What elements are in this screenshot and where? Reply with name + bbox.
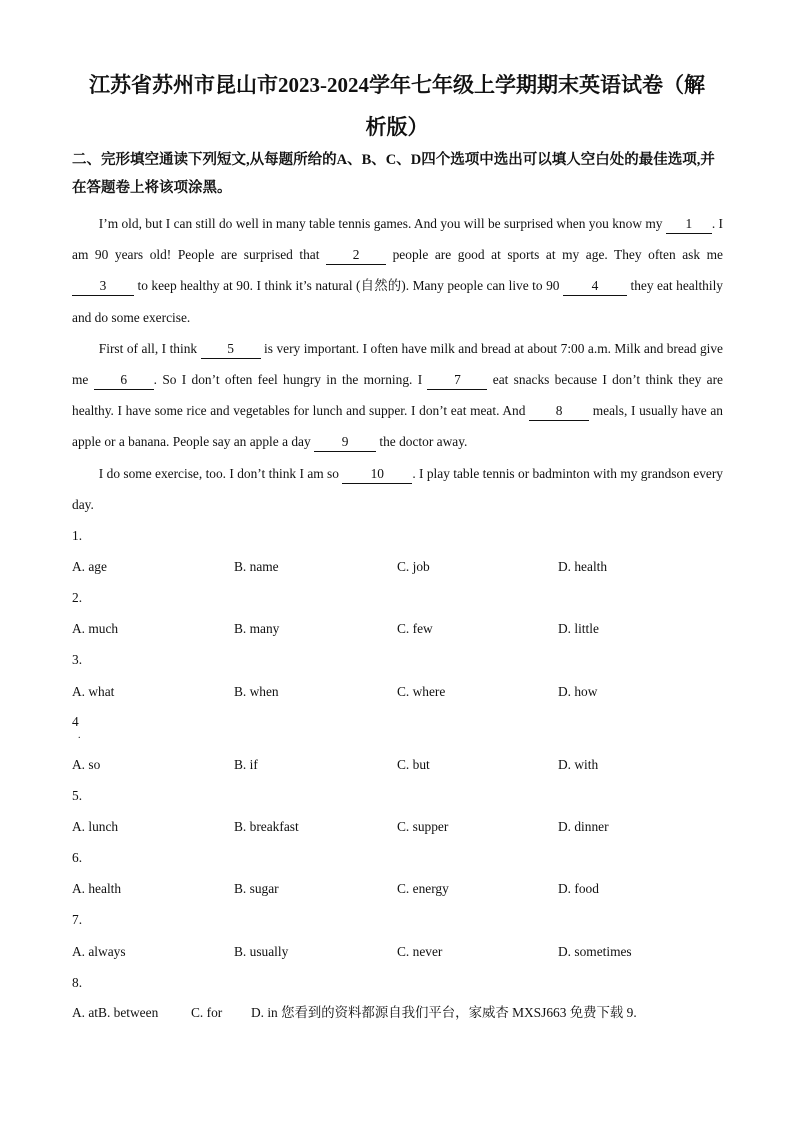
document-title: [60, 64, 734, 148]
option-d[interactable]: D. sometimes: [558, 944, 632, 959]
option-c[interactable]: C. where: [397, 684, 446, 699]
question-number: 8.: [72, 975, 83, 990]
title-line-2: 析版）: [365, 115, 429, 139]
option-d[interactable]: D. food: [558, 881, 599, 896]
option-b[interactable]: B. many: [234, 621, 280, 636]
blank-6: 6: [94, 371, 154, 390]
option-c[interactable]: C. never: [397, 944, 443, 959]
option-a[interactable]: A. so: [72, 757, 101, 772]
option-c[interactable]: C. for: [191, 1005, 223, 1020]
paragraph-2: First of all, I think 5 is very important. I often have milk and bread at about 7:00 a.m. Milk and bread give me 6 . So I don’t often feel hungry in the morning. I 7 eat snacks because I don’t think they are healthy. I have some rice and vegetables for lunch and supper. I don’t eat meat. And 8 meals, I usually have an apple or a banana. People say an apple a day 9 the doctor away.: [72, 333, 723, 458]
blank-8: 8: [529, 402, 589, 421]
blank-1: 1: [666, 215, 712, 234]
option-a[interactable]: A. lunch: [72, 819, 119, 834]
option-b[interactable]: B. usually: [234, 944, 289, 959]
option-a[interactable]: A. what: [72, 684, 115, 699]
option-b[interactable]: B. name: [234, 559, 279, 574]
option-d[interactable]: D. health: [558, 559, 608, 574]
cloze-passage: [72, 208, 723, 520]
blank-4: 4: [563, 277, 627, 296]
option-a[interactable]: A. much: [72, 621, 119, 636]
question-number: 4 .: [72, 713, 732, 731]
option-b[interactable]: B. sugar: [234, 881, 279, 896]
question-dot: .: [78, 730, 81, 741]
blank-3: 3: [72, 277, 134, 296]
question-number: 7.: [72, 912, 83, 927]
section-heading: 二、完形填空通读下列短文,从每题所给的A、B、C、D四个选项中选出可以填人空白处的最佳选项,并在答题卷上将该项涂黑。: [72, 152, 715, 196]
option-a-b[interactable]: A. atB. between: [72, 1005, 159, 1020]
option-a[interactable]: A. always: [72, 944, 126, 959]
paragraph-3: I do some exercise, too. I don’t think I am so 10 . I play table tennis or badminton with my grandson every day.: [72, 465, 723, 512]
option-c[interactable]: C. energy: [397, 881, 449, 896]
option-b[interactable]: B. breakfast: [234, 819, 299, 834]
option-d[interactable]: D. with: [558, 757, 599, 772]
title-line-1: 江苏省苏州市昆山市2023-2024学年七年级上学期期末英语试卷（解: [89, 73, 705, 97]
option-c[interactable]: C. supper: [397, 819, 449, 834]
option-a[interactable]: A. age: [72, 559, 107, 574]
blank-10: 10: [342, 465, 412, 484]
option-d[interactable]: D. dinner: [558, 819, 609, 834]
option-b[interactable]: B. if: [234, 757, 258, 772]
blank-5: 5: [201, 340, 261, 359]
option-d[interactable]: D. how: [558, 684, 598, 699]
question-number: 3.: [72, 652, 83, 667]
option-b[interactable]: B. when: [234, 684, 279, 699]
blank-9: 9: [314, 433, 376, 452]
blank-7: 7: [427, 371, 487, 390]
option-d-watermark-text: D. in 您看到的资料都源自我们平台，家威杏 MXSJ663 免费下载 9.: [250, 1005, 637, 1020]
paragraph-1: I’m old, but I can still do well in many table tennis games. And you will be surprised when you know my 1 . I am 90 years old! People are surprised that 2 people are good at sports at my age. They often ask me 3 to keep healthy at 90. I think it’s natural (自然的). Many people can live to 90 4 they eat healthily and do some exercise.: [72, 216, 723, 325]
question-8-options: [72, 1004, 637, 1022]
question-number: 6.: [72, 850, 83, 865]
question-number: 2.: [72, 590, 83, 605]
question-number: 1.: [72, 528, 83, 543]
option-c[interactable]: C. but: [397, 757, 430, 772]
option-c[interactable]: C. few: [397, 621, 433, 636]
option-a[interactable]: A. health: [72, 881, 122, 896]
option-c[interactable]: C. job: [397, 559, 430, 574]
question-number: 5.: [72, 788, 83, 803]
option-d[interactable]: D. little: [558, 621, 599, 636]
blank-2: 2: [326, 246, 386, 265]
